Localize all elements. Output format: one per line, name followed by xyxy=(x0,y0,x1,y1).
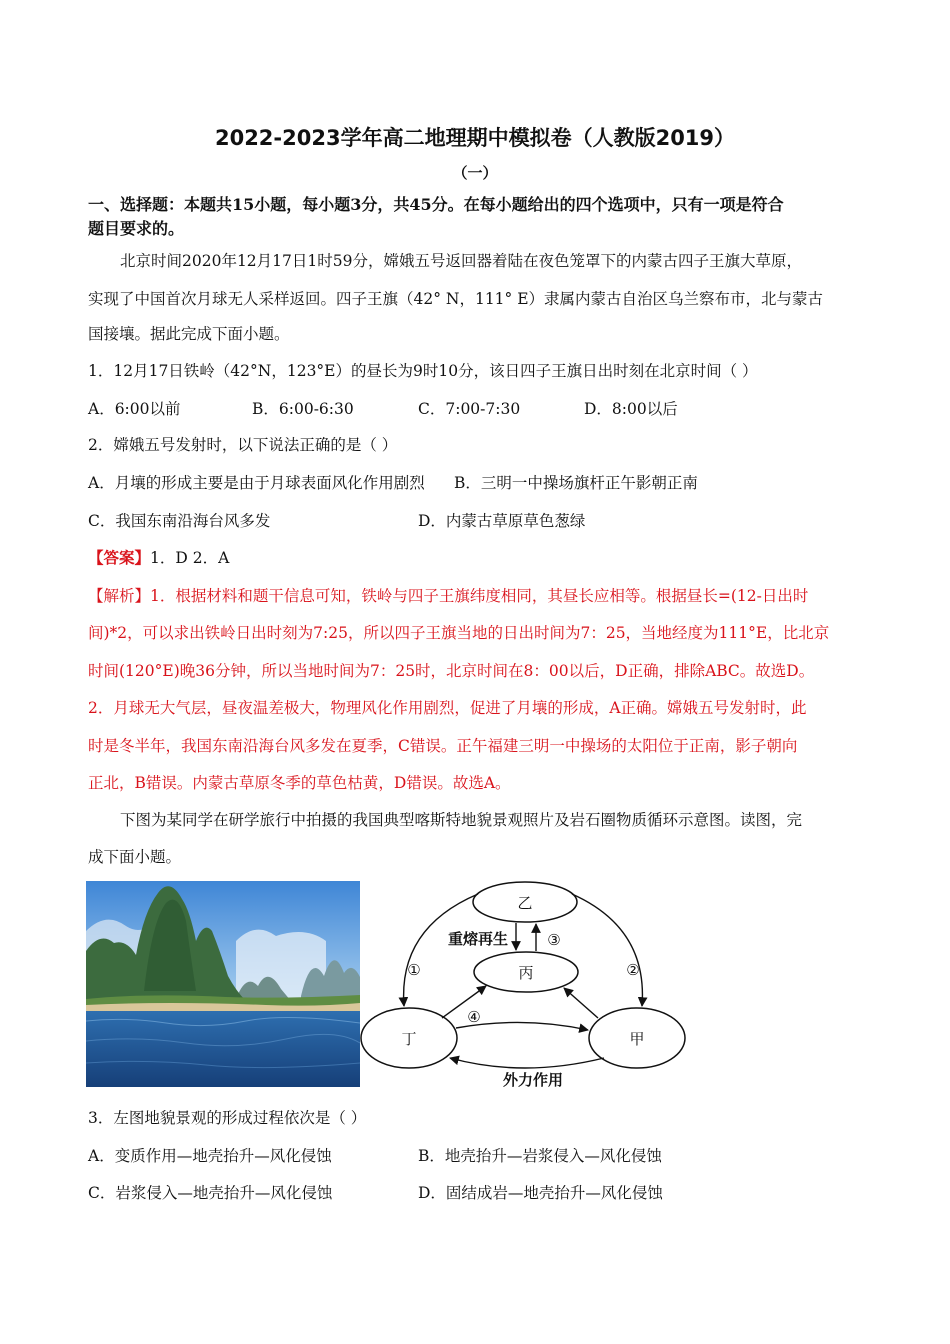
answer-text: 1．D 2．A xyxy=(150,549,230,567)
section-heading-cont: 题目要求的。 xyxy=(88,219,185,238)
question-1-stem: 1．12月17日铁岭（42°N，123°E）的昼长为9时10分，该日四子王旗日出时刻在北京时间（ ） xyxy=(88,362,758,380)
passage1-line1: 北京时间2020年12月17日1时59分，嫦娥五号返回器着陆在夜色笼罩下的内蒙古四子王旗大草原， xyxy=(120,252,802,270)
label-circle-3: ③ xyxy=(547,931,561,949)
question-3-option-d: D．固结成岩—地壳抬升—风化侵蚀 xyxy=(418,1184,663,1202)
analysis-line5: 时是冬半年，我国东南沿海台风多发在夏季，C错误。正午福建三明一中操场的太阳位于正南，影子朝向 xyxy=(88,737,798,755)
question-3-stem: 3．左图地貌景观的形成过程依次是（ ） xyxy=(88,1109,367,1127)
analysis-label: 【解析】 xyxy=(88,587,151,605)
rock-cycle-diagram xyxy=(358,878,688,1093)
section-heading: 一、选择题：本题共15小题，每小题3分，共45分。在每小题给出的四个选项中，只有一项是符合 xyxy=(88,195,784,214)
analysis-line3: 时间(120°E)晚36分钟，所以当地时间为7：25时，北京时间在8：00以后，D正确，排除ABC。故选D。 xyxy=(88,662,815,680)
question-2-option-d: D．内蒙古草原草色葱绿 xyxy=(418,512,586,530)
question-3-option-a: A．变质作用—地壳抬升—风化侵蚀 xyxy=(88,1147,332,1165)
answer-line xyxy=(88,546,229,568)
label-circle-4: ④ xyxy=(467,1008,481,1026)
question-1-option-a: A．6:00以前 xyxy=(88,400,181,418)
page-subtitle: （一） xyxy=(452,164,498,182)
question-1-option-c: C．7:00-7:30 xyxy=(418,400,521,418)
node-ding-label: 丁 xyxy=(401,1030,417,1048)
analysis-line2: 间)*2，可以求出铁岭日出时刻为7:25，所以四子王旗当地的日出时间为7：25，当地经度为111°E，比北京 xyxy=(88,624,830,642)
page-title: 2022-2023学年高二地理期中模拟卷（人教版2019） xyxy=(214,126,736,150)
node-yi-label: 乙 xyxy=(517,894,533,912)
label-circle-2: ② xyxy=(626,961,640,979)
answer-label: 【答案】 xyxy=(88,548,151,567)
passage1-line3: 国接壤。据此完成下面小题。 xyxy=(88,325,290,343)
arrow-1 xyxy=(404,894,478,1006)
question-2-option-b: B．三明一中操场旗杆正午影朝正南 xyxy=(454,474,698,492)
question-1-option-d: D．8:00以后 xyxy=(584,400,678,418)
passage1-line2: 实现了中国首次月球无人采样返回。四子王旗（42° N，111° E）隶属内蒙古自治区乌兰察布市，北与蒙古 xyxy=(88,290,824,308)
question-1-option-b: B．6:00-6:30 xyxy=(252,400,354,418)
arrow-jia-bing xyxy=(564,988,598,1018)
label-external-force: 外力作用 xyxy=(502,1071,564,1089)
node-jia-label: 甲 xyxy=(629,1030,645,1048)
question-3-option-c: C．岩浆侵入—地壳抬升—风化侵蚀 xyxy=(88,1184,333,1202)
question-3-option-b: B．地壳抬升—岩浆侵入—风化侵蚀 xyxy=(418,1147,662,1165)
question-2-stem: 2．嫦娥五号发射时，以下说法正确的是（ ） xyxy=(88,436,398,454)
label-remelt: 重熔再生 xyxy=(447,930,509,948)
node-bing-label: 丙 xyxy=(518,964,534,982)
label-circle-1: ① xyxy=(407,961,421,979)
analysis-line1 xyxy=(88,584,808,606)
passage2-line1: 下图为某同学在研学旅行中拍摄的我国典型喀斯特地貌景观照片及岩石圈物质循环示意图。读图，完 xyxy=(120,811,803,829)
question-2-option-c: C．我国东南沿海台风多发 xyxy=(88,512,271,530)
arrow-external xyxy=(450,1058,604,1068)
analysis-line4: 2．月球无大气层，昼夜温差极大，物理风化作用剧烈，促进了月壤的形成，A正确。嫦娥五号发射时，此 xyxy=(88,699,807,717)
passage2-line2: 成下面小题。 xyxy=(88,848,182,866)
arrow-2 xyxy=(572,894,642,1006)
question-2-option-a: A．月壤的形成主要是由于月球表面风化作用剧烈 xyxy=(88,474,425,492)
analysis-text-1: 1．根据材料和题干信息可知，铁岭与四子王旗纬度相同，其昼长应相等。根据昼长=(12-日出时 xyxy=(150,587,809,605)
karst-landscape-photo xyxy=(86,881,360,1087)
analysis-line6: 正北，B错误。内蒙古草原冬季的草色枯黄，D错误。故选A。 xyxy=(88,774,511,792)
